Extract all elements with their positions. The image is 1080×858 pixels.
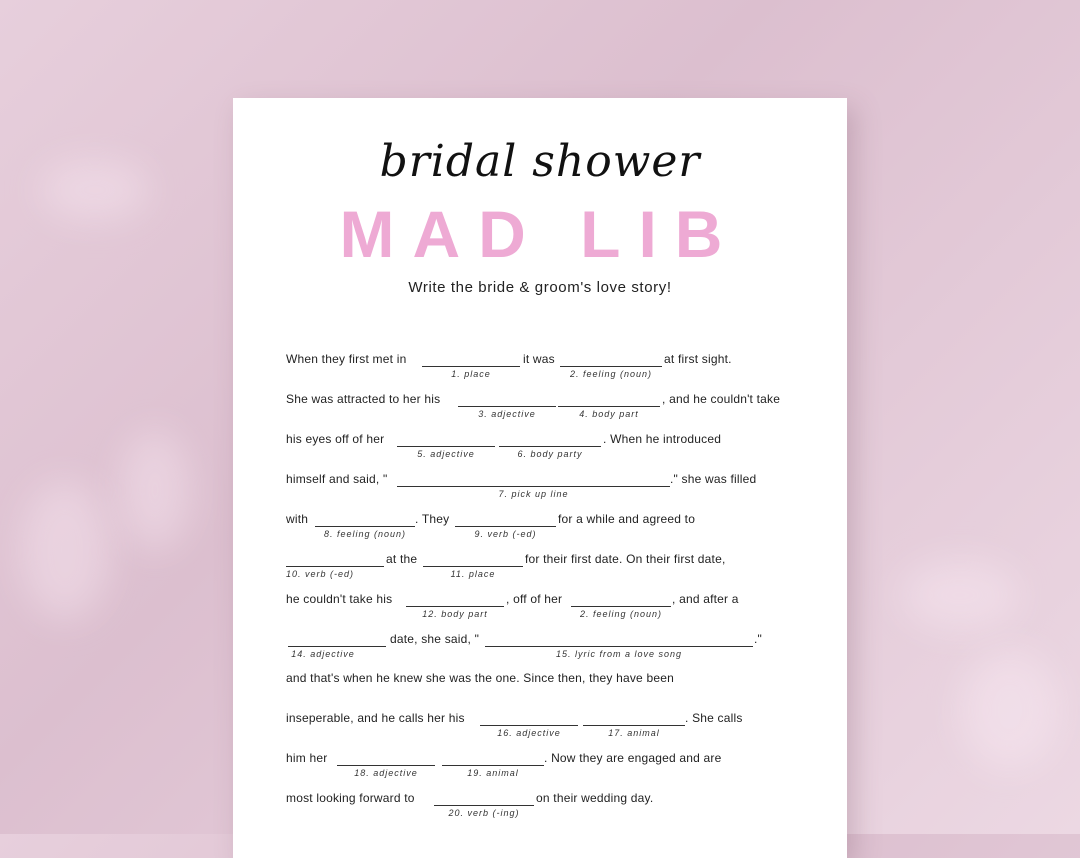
fill-blank[interactable] (485, 646, 753, 647)
worksheet-page (233, 98, 847, 858)
blank-hint: 2. feeling (noun) (569, 369, 653, 379)
blank-hint: 2. feeling (noun) (579, 609, 663, 619)
story-text: at first sight. (664, 352, 732, 366)
fill-blank[interactable] (499, 446, 601, 447)
story-line (286, 512, 806, 552)
fill-blank[interactable] (422, 366, 520, 367)
story-text: him her (286, 751, 328, 765)
background-shadow (900, 560, 1020, 630)
story-text: . She calls (685, 711, 743, 725)
blank-hint: 3. adjective (478, 409, 536, 419)
blank-hint: 9. verb (-ed) (474, 529, 537, 539)
fill-blank[interactable] (423, 566, 523, 567)
blank-hint: 10. verb (-ed) (286, 569, 355, 579)
fill-blank[interactable] (558, 406, 660, 407)
fill-blank[interactable] (434, 805, 534, 806)
background-shadow (40, 160, 150, 220)
fill-blank[interactable] (337, 765, 435, 766)
story-text: When they first met in (286, 352, 407, 366)
fill-blank[interactable] (480, 725, 578, 726)
story-line (286, 751, 806, 791)
story-text: for their first date. On their first date, (525, 552, 726, 566)
blank-hint: 14. adjective (291, 649, 355, 659)
story-line (286, 552, 806, 592)
story-line (286, 592, 806, 632)
script-title: bridal shower (379, 136, 701, 187)
blank-hint: 15. lyric from a love song (555, 649, 683, 659)
story-text: and that's when he knew she was the one. Since then, they have been (286, 671, 674, 685)
story-line (286, 432, 806, 472)
blank-hint: 20. verb (-ing) (448, 808, 520, 818)
blank-hint: 11. place (450, 569, 496, 579)
blank-hint: 6. body party (517, 449, 583, 459)
blank-hint: 5. adjective (417, 449, 475, 459)
story-text: , off of her (506, 592, 563, 606)
story-text: ." she was filled (670, 472, 757, 486)
story-text: ." (754, 632, 762, 646)
blank-hint: 4. body part (579, 409, 639, 419)
story-text: most looking forward to (286, 791, 415, 805)
blank-hint: 19. animal (467, 768, 519, 778)
subtitle: Write the bride & groom's love story! (408, 279, 672, 296)
story-line (286, 392, 806, 432)
fill-blank[interactable] (571, 606, 671, 607)
story-text: inseperable, and he calls her his (286, 711, 465, 725)
blank-hint: 8. feeling (noun) (323, 529, 407, 539)
story-line (286, 352, 806, 392)
story-text: . Now they are engaged and are (544, 751, 722, 765)
blank-hint: 1. place (451, 369, 491, 379)
story-line (286, 671, 806, 711)
fill-blank[interactable] (397, 486, 670, 487)
fill-blank[interactable] (397, 446, 495, 447)
story-line (286, 711, 806, 751)
story-line (286, 472, 806, 512)
blank-hint: 16. adjective (497, 728, 561, 738)
story-text: with (286, 512, 309, 526)
story-text: at the (386, 552, 418, 566)
story-line (286, 632, 806, 672)
background-shadow (120, 430, 190, 550)
fill-blank[interactable] (286, 566, 384, 567)
story-text: on their wedding day. (536, 791, 654, 805)
story-text: it was (523, 352, 555, 366)
story-text: , and after a (672, 592, 739, 606)
fill-blank[interactable] (583, 725, 685, 726)
fill-blank[interactable] (288, 646, 386, 647)
blank-hint: 17. animal (608, 728, 660, 738)
background-shadow (960, 650, 1060, 770)
fill-blank[interactable] (406, 606, 504, 607)
background-shadow (20, 480, 110, 620)
story-text: his eyes off of her (286, 432, 385, 446)
fill-blank[interactable] (315, 526, 415, 527)
fill-blank[interactable] (560, 366, 662, 367)
story-text: he couldn't take his (286, 592, 393, 606)
story-text: date, she said, " (390, 632, 480, 646)
blank-hint: 12. body part (422, 609, 488, 619)
story-line (286, 791, 806, 831)
story-text: . They (415, 512, 450, 526)
blank-hint: 7. pick up line (498, 489, 569, 499)
main-title: MAD LIB (339, 197, 741, 271)
fill-blank[interactable] (442, 765, 544, 766)
blank-hint: 18. adjective (354, 768, 418, 778)
story-text: for a while and agreed to (558, 512, 696, 526)
story-text: , and he couldn't take (662, 392, 781, 406)
fill-blank[interactable] (458, 406, 556, 407)
story-text: himself and said, " (286, 472, 388, 486)
story-text: She was attracted to her his (286, 392, 441, 406)
story-text: . When he introduced (603, 432, 722, 446)
fill-blank[interactable] (455, 526, 556, 527)
